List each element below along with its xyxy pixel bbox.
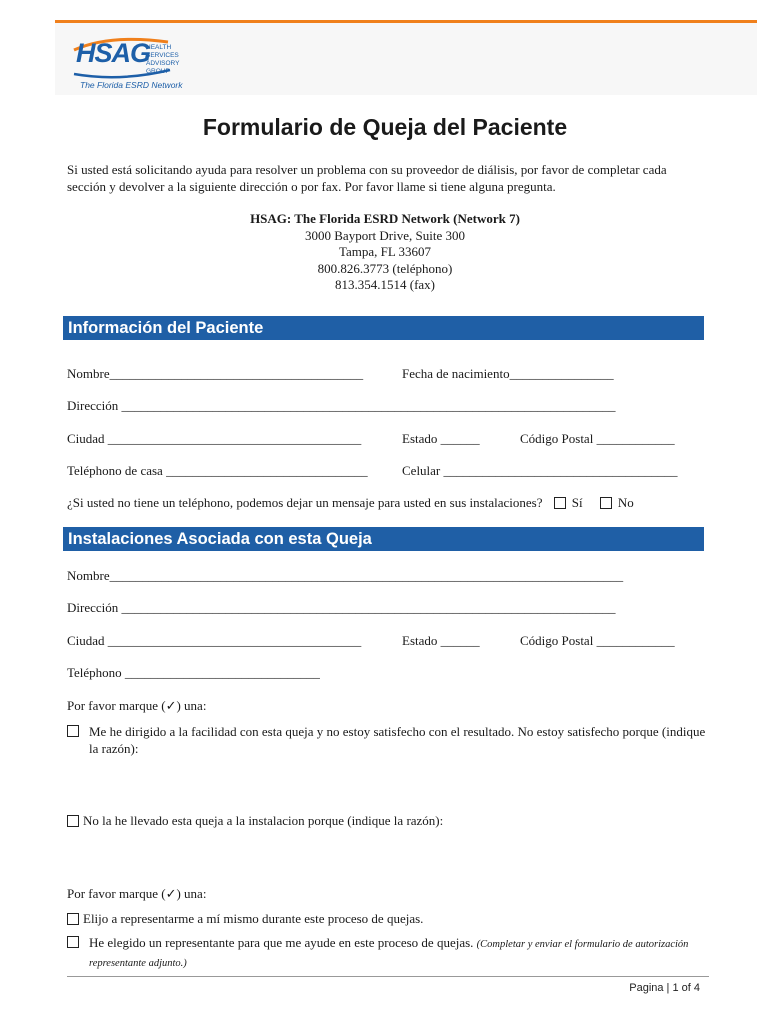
facility-address-field[interactable]: Dirección ____________________________________________________________________________	[67, 600, 616, 615]
option2-label: No la he llevado esta queja a la instalacion porque (indique la razón):	[83, 813, 444, 828]
address-org: HSAG: The Florida ESRD Network (Network 7)	[250, 211, 520, 226]
patient-city-field[interactable]: Ciudad _______________________________________	[67, 431, 362, 446]
page-number: Pagina | 1 of 4	[629, 982, 700, 994]
patient-state-field[interactable]: Estado ______	[402, 431, 480, 446]
option-self-represent	[67, 911, 423, 927]
option-not-complained	[67, 813, 443, 829]
option4-label: He elegido un representante para que me ayude en este proceso de quejas.	[89, 935, 474, 950]
page-title: Formulario de Queja del Paciente	[202, 114, 568, 140]
option1-label: Me he dirigido a la facilidad con esta queja y no estoy satisfecho con el resultado. No estoy satisfecho porque (indique la razón):	[89, 724, 706, 756]
address-street: 3000 Bayport Drive, Suite 300	[305, 227, 465, 243]
no-checkbox[interactable]	[600, 497, 612, 509]
intro-paragraph: Si usted está solicitando ayuda para resolver un problema con su proveedor de diálisis, por favor de completar cada sección y devolver a la siguiente dirección o por fax. Por favor llame si tiene alguna pregunta.	[67, 162, 667, 194]
logo-side-text: HEALTH SERVICES ADVISORY GROUP	[146, 44, 180, 75]
check-icon: ✓	[165, 886, 177, 901]
footer-rule	[67, 976, 709, 977]
logo-subtitle: The Florida ESRD Network	[80, 80, 183, 90]
address-city: Tampa, FL 33607	[338, 244, 432, 259]
option4-note: (Completar y enviar el formulario de autorización representante adjunto.)	[89, 939, 689, 969]
option2-checkbox[interactable]	[67, 815, 79, 827]
patient-name-field[interactable]: Nombre_______________________________________	[67, 366, 364, 381]
yes-label: Sí	[571, 495, 583, 510]
no-label: No	[617, 495, 634, 510]
facility-phone-field[interactable]: Teléphono ______________________________	[67, 665, 320, 680]
facility-zip-field[interactable]: Código Postal ____________	[520, 633, 675, 648]
facility-state-field[interactable]: Estado ______	[402, 633, 480, 648]
section-heading-patient-info: Información del Paciente	[63, 316, 704, 340]
option4-checkbox[interactable]	[67, 936, 79, 948]
mark-one-instruction-2: Por favor marque (✓) una:	[67, 886, 207, 901]
option-complained-to-facility	[67, 723, 707, 757]
patient-home-phone-field[interactable]: Teléphono de casa _______________________________	[67, 463, 368, 478]
facility-name-field[interactable]: Nombre_______________________________________________________________________________	[67, 568, 624, 583]
patient-zip-field[interactable]: Código Postal ____________	[520, 431, 675, 446]
option3-checkbox[interactable]	[67, 913, 79, 925]
section-heading-facility: Instalaciones Asociada con esta Queja	[63, 527, 704, 551]
logo-wordmark: HSAG	[76, 38, 151, 68]
option1-checkbox[interactable]	[67, 725, 79, 737]
patient-address-field[interactable]: Dirección ____________________________________________________________________________	[67, 398, 616, 413]
message-question: ¿Si usted no tiene un teléphono, podemos dejar un mensaje para usted en sus instalaciones? Sí No	[67, 495, 634, 510]
check-icon: ✓	[165, 698, 177, 713]
mark-one-instruction-1: Por favor marque (✓) una:	[67, 698, 207, 713]
patient-cell-field[interactable]: Celular ____________________________________	[402, 463, 678, 478]
option3-label: Elijo a representarme a mí mismo durante este proceso de quejas.	[83, 911, 424, 926]
yes-checkbox[interactable]	[554, 497, 566, 509]
address-phone: 800.826.3773 (teléphono)	[317, 260, 453, 276]
mailing-address	[0, 211, 770, 294]
hsag-logo	[70, 36, 200, 94]
option-representative	[67, 934, 707, 972]
facility-city-field[interactable]: Ciudad _______________________________________	[67, 633, 362, 648]
address-fax: 813.354.1514 (fax)	[334, 277, 435, 292]
patient-dob-field[interactable]: Fecha de nacimiento________________	[402, 366, 614, 381]
